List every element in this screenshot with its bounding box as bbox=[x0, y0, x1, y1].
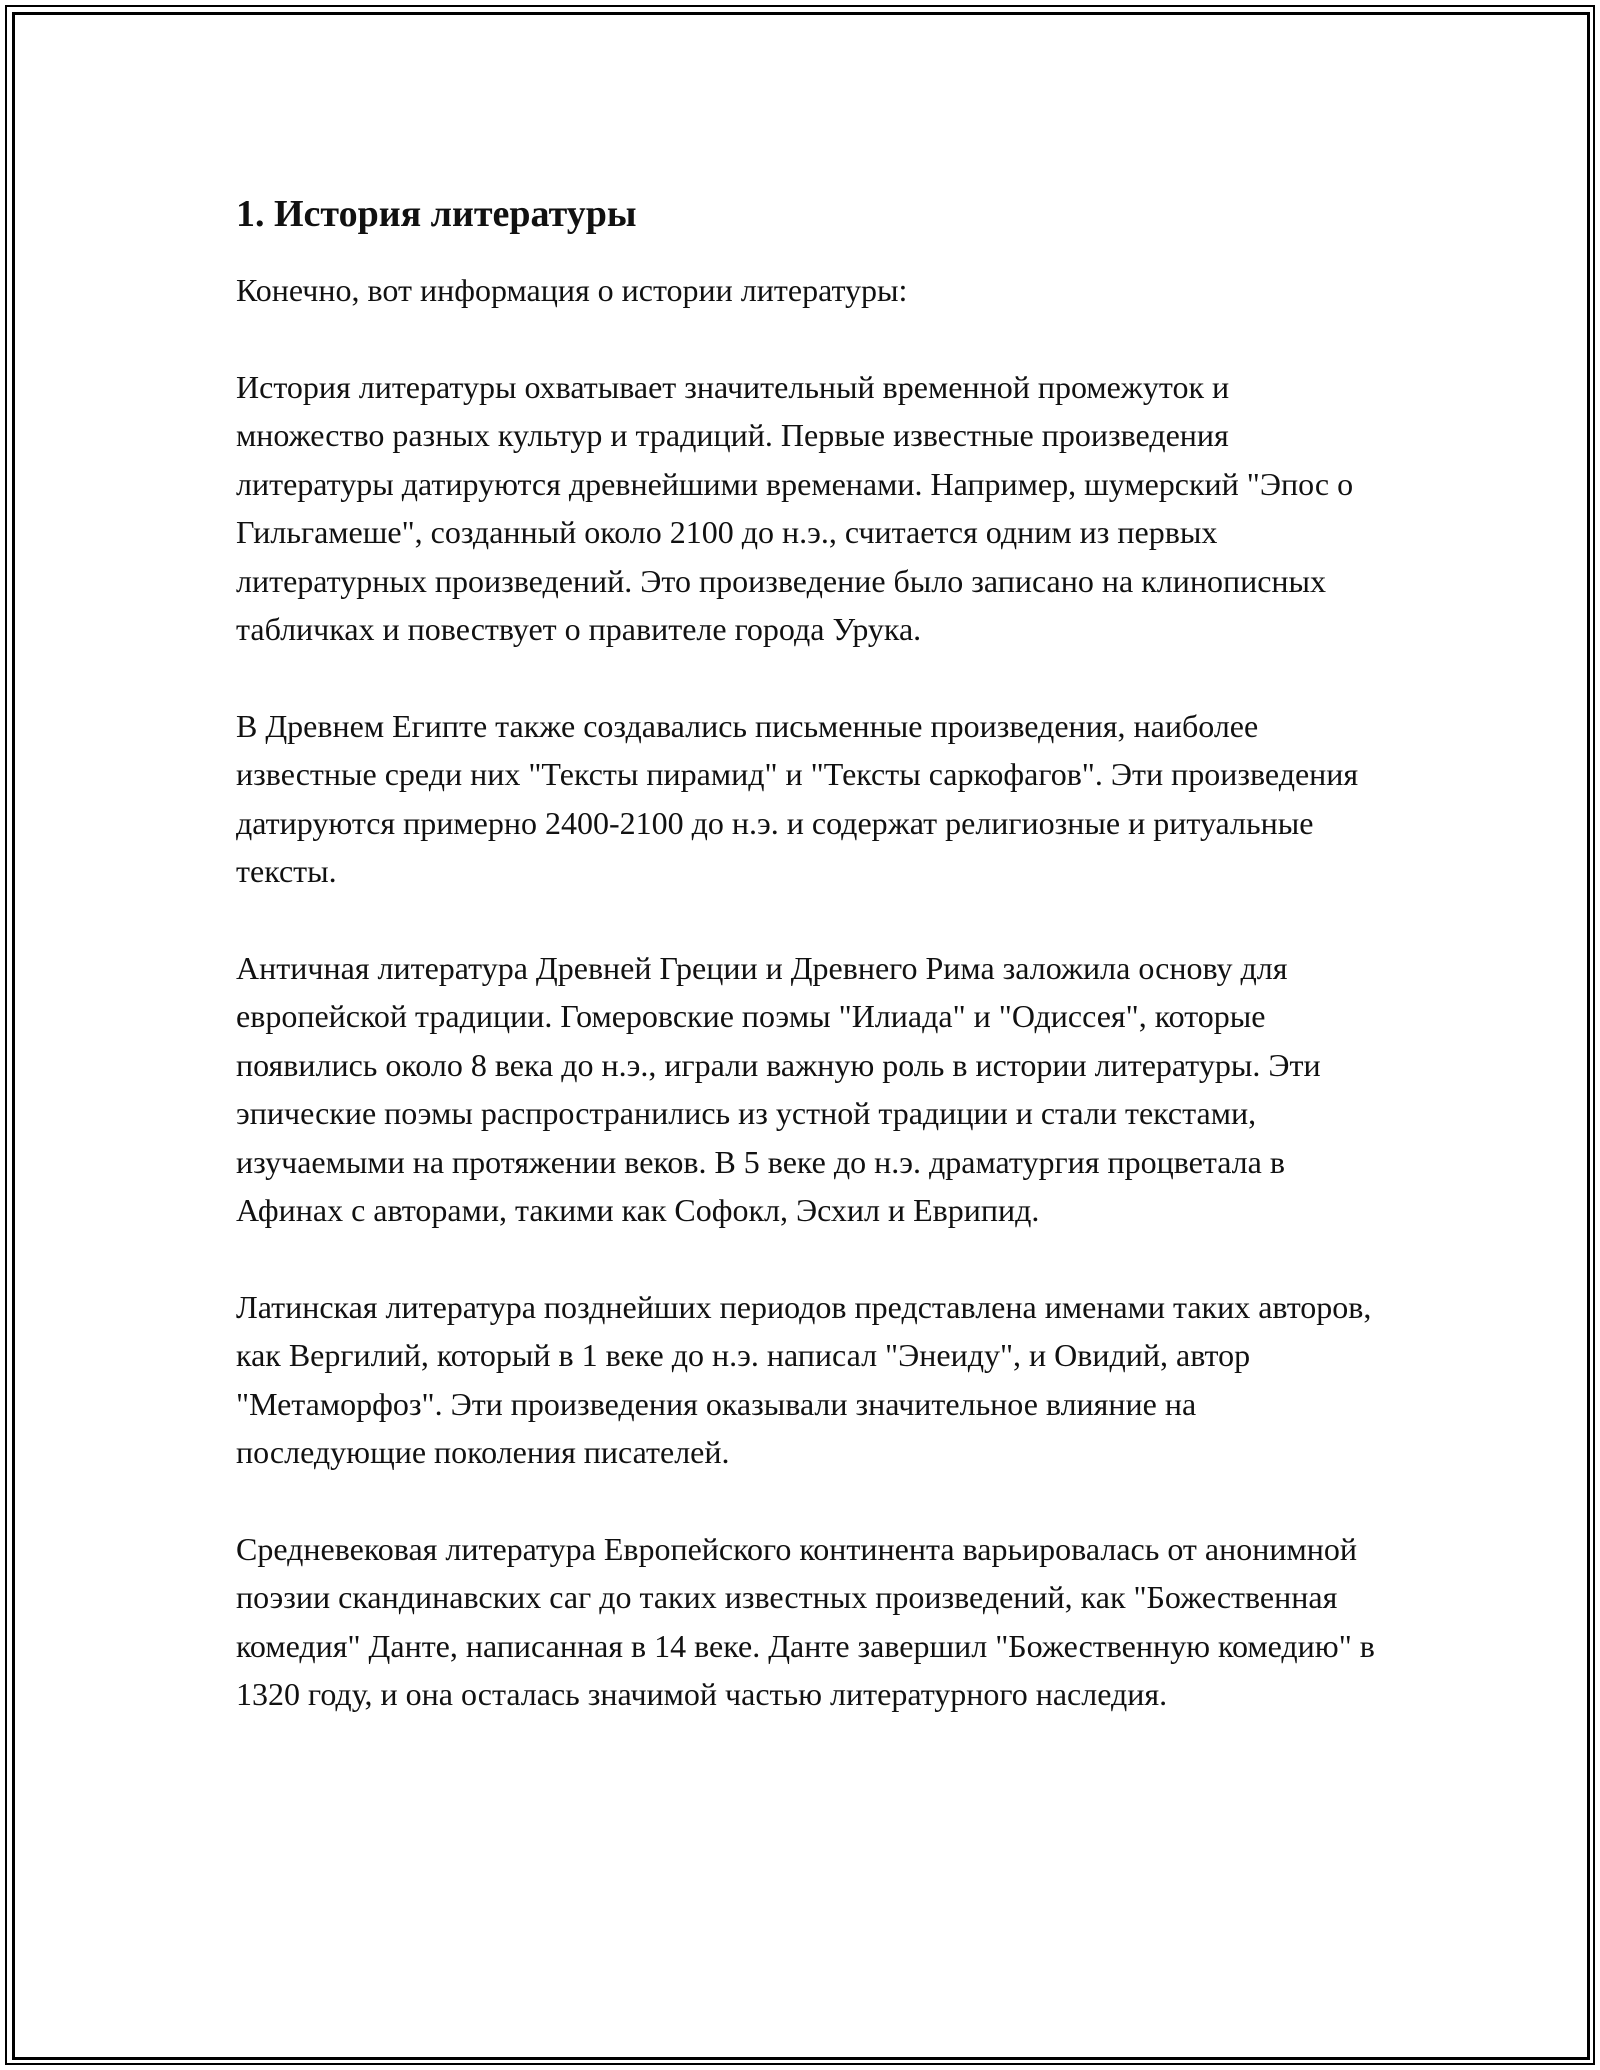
paragraph-egypt: В Древнем Египте также создавались письменные произведения, наиболее известные среди них "Тексты пирамид" и "Тексты саркофагов". Эти произведения датируются примерно 2400-2100 до н.э. и содержат религиозные и ритуальные тексты. bbox=[236, 707, 1359, 889]
paragraph-medieval: Средневековая литература Европейского континента варьировалась от анонимной поэзии скандинавских саг до таких известных произведений, как "Божественная комедия" Данте, написанная в 14 веке. Данте завершил "Божественную комедию" в 1320 году, и она осталась значимой частью литературного наследия. bbox=[236, 1530, 1375, 1712]
paragraph-latin: Латинская литература позднейших периодов представлена именами таких авторов, как Вергилий, который в 1 веке до н.э. написал "Энеиду", и Овидий, автор "Метаморфоз". Эти произведения оказывали значительное влияние на последующие поколения писателей. bbox=[236, 1288, 1372, 1470]
paragraph-antiquity: Античная литература Древней Греции и Древнего Рима заложила основу для европейской традиции. Гомеровские поэмы "Илиада" и "Одиссея", которые появились около 8 века до н.э., играли важную роль в истории литературы. Эти эпические поэмы распространились из устной традиции и стали текстами, изучаемыми на протяжении веков. В 5 веке до н.э. драматургия процветала в Афинах с авторами, такими как Софокл, Эсхил и Еврипид. bbox=[236, 949, 1321, 1228]
paragraph-gilgamesh: История литературы охватывает значительный временной промежуток и множество разных культур и традиций. Первые известные произведения литературы датируются древнейшими временами. Например, шумерский "Эпос о Гильгамеше", созданный около 2100 до н.э., считается одним из первых литературных произведений. Это произведение было записано на клинописных табличках и повествует о правителе города Урука. bbox=[236, 368, 1354, 647]
document-body bbox=[236, 190, 1376, 1767]
section-heading: 1. История литературы bbox=[236, 193, 637, 235]
intro-paragraph: Конечно, вот информация о истории литературы: bbox=[236, 272, 908, 308]
